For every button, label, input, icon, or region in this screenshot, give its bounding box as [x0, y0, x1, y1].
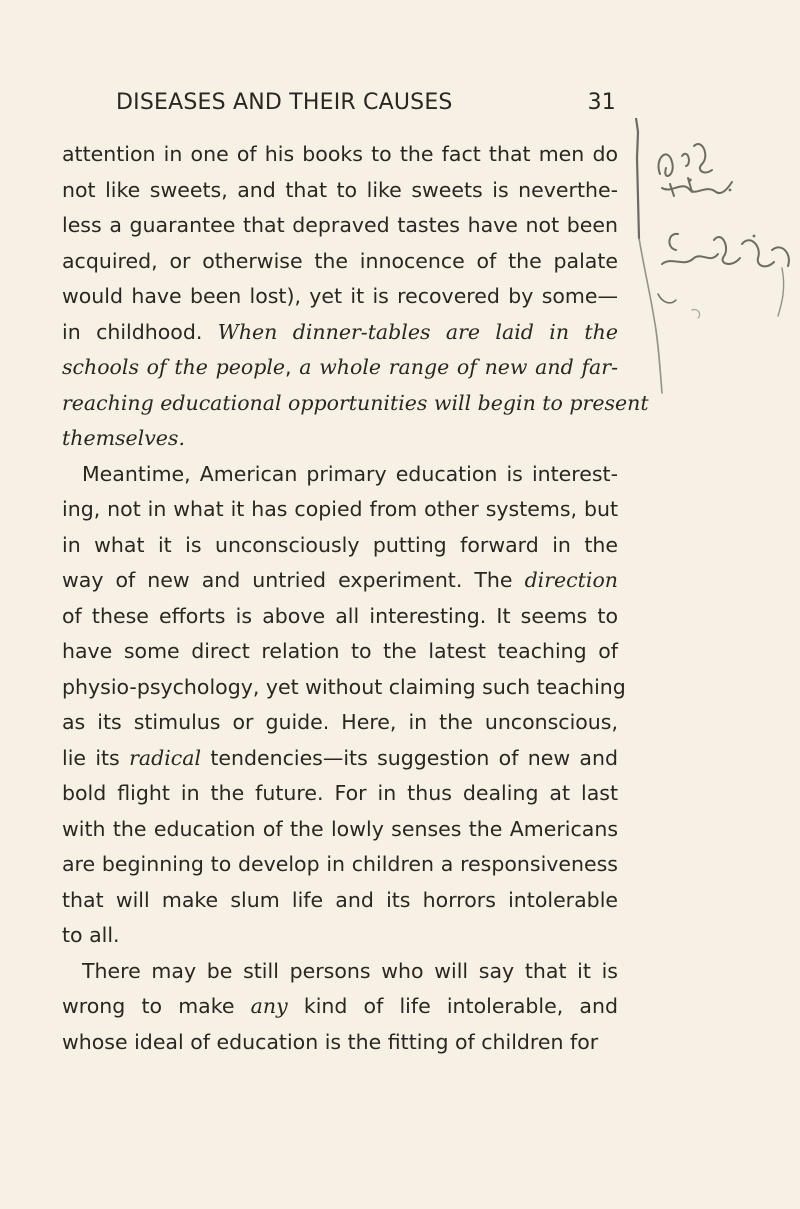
italic-text-segment: When dinner-tables are laid in the	[217, 319, 618, 344]
text-line	[62, 847, 618, 883]
text-segment: to all.	[62, 923, 120, 947]
text-line	[62, 421, 618, 457]
text-segment: would have been lost), yet it is recovered by some—	[62, 284, 618, 308]
text-segment: of these efforts is above all interesting. It seems to	[62, 603, 618, 628]
italic-text-segment: reaching educational opportunities will begin to present	[62, 390, 649, 415]
running-head	[116, 90, 616, 122]
text-segment: less a guarantee that depraved tastes have not been	[62, 213, 618, 237]
text-line	[62, 350, 618, 386]
text-line	[62, 918, 618, 954]
text-line	[62, 670, 626, 706]
text-line	[62, 954, 618, 990]
text-segment: with the education of the lowly senses the Americans	[62, 816, 618, 841]
text-line	[62, 279, 618, 315]
text-line	[62, 883, 618, 919]
text-line	[62, 705, 618, 741]
italic-text-segment: direction	[524, 568, 618, 592]
text-segment: are beginning to develop in children a responsiveness	[62, 852, 618, 876]
text-segment: way of new and untried experiment. The	[62, 568, 525, 592]
text-line	[62, 776, 618, 812]
text-segment: whose ideal of education is the fitting of children for	[62, 1029, 599, 1054]
text-line	[62, 989, 618, 1025]
italic-text-segment: any	[250, 994, 288, 1018]
italic-text-segment: schools of the people	[62, 355, 286, 379]
text-segment: have some direct relation to the latest teaching of	[62, 639, 618, 663]
italic-text-segment: themselves.	[62, 426, 185, 450]
text-segment: not like sweets, and that to like sweets is neverthe-	[62, 177, 618, 202]
text-line	[62, 386, 649, 422]
text-line	[62, 457, 618, 493]
text-line	[62, 244, 618, 280]
text-line	[62, 315, 618, 351]
text-segment: lie its	[62, 745, 130, 770]
text-line	[62, 528, 618, 564]
text-segment: Meantime, American primary education is interest-	[82, 461, 618, 486]
handwritten-margin-scribble-icon	[632, 118, 800, 418]
text-segment: kind of life intolerable, and	[287, 994, 618, 1018]
text-segment: bold flight in the future. For in thus dealing at last	[62, 781, 618, 805]
text-line	[62, 741, 618, 777]
text-segment: acquired, or otherwise the innocence of the palate	[62, 248, 618, 273]
text-segment: tendencies—its suggestion of new and	[201, 745, 618, 770]
text-line	[62, 492, 618, 528]
text-line	[62, 1025, 618, 1061]
text-segment: There may be still persons who will say that it is	[82, 958, 618, 983]
text-segment: wrong to make	[62, 994, 251, 1018]
italic-text-segment: radical	[129, 745, 202, 770]
text-segment: in what it is unconsciously putting forward in the	[62, 532, 618, 557]
italic-text-segment: a whole range of new and far-	[299, 355, 618, 379]
text-line	[62, 208, 618, 244]
text-segment: physio-psychology, yet without claiming such teaching	[62, 674, 626, 699]
text-segment: that will make slum life and its horrors intolerable	[62, 887, 618, 912]
text-line	[62, 173, 618, 209]
text-line	[62, 137, 618, 173]
text-line	[62, 563, 618, 599]
text-segment: as its stimulus or guide. Here, in the unconscious,	[62, 710, 618, 734]
page-number: 31	[587, 90, 616, 115]
text-segment: ing, not in what it has copied from other systems, but	[62, 497, 618, 521]
body-text	[62, 137, 649, 1060]
text-segment: attention in one of his books to the fact that men do	[62, 142, 618, 166]
text-line	[62, 812, 618, 848]
text-segment: in childhood.	[62, 319, 218, 344]
text-line	[62, 634, 618, 670]
text-line	[62, 599, 618, 635]
running-head-title: DISEASES AND THEIR CAUSES	[116, 90, 453, 115]
text-segment: ,	[285, 355, 300, 379]
